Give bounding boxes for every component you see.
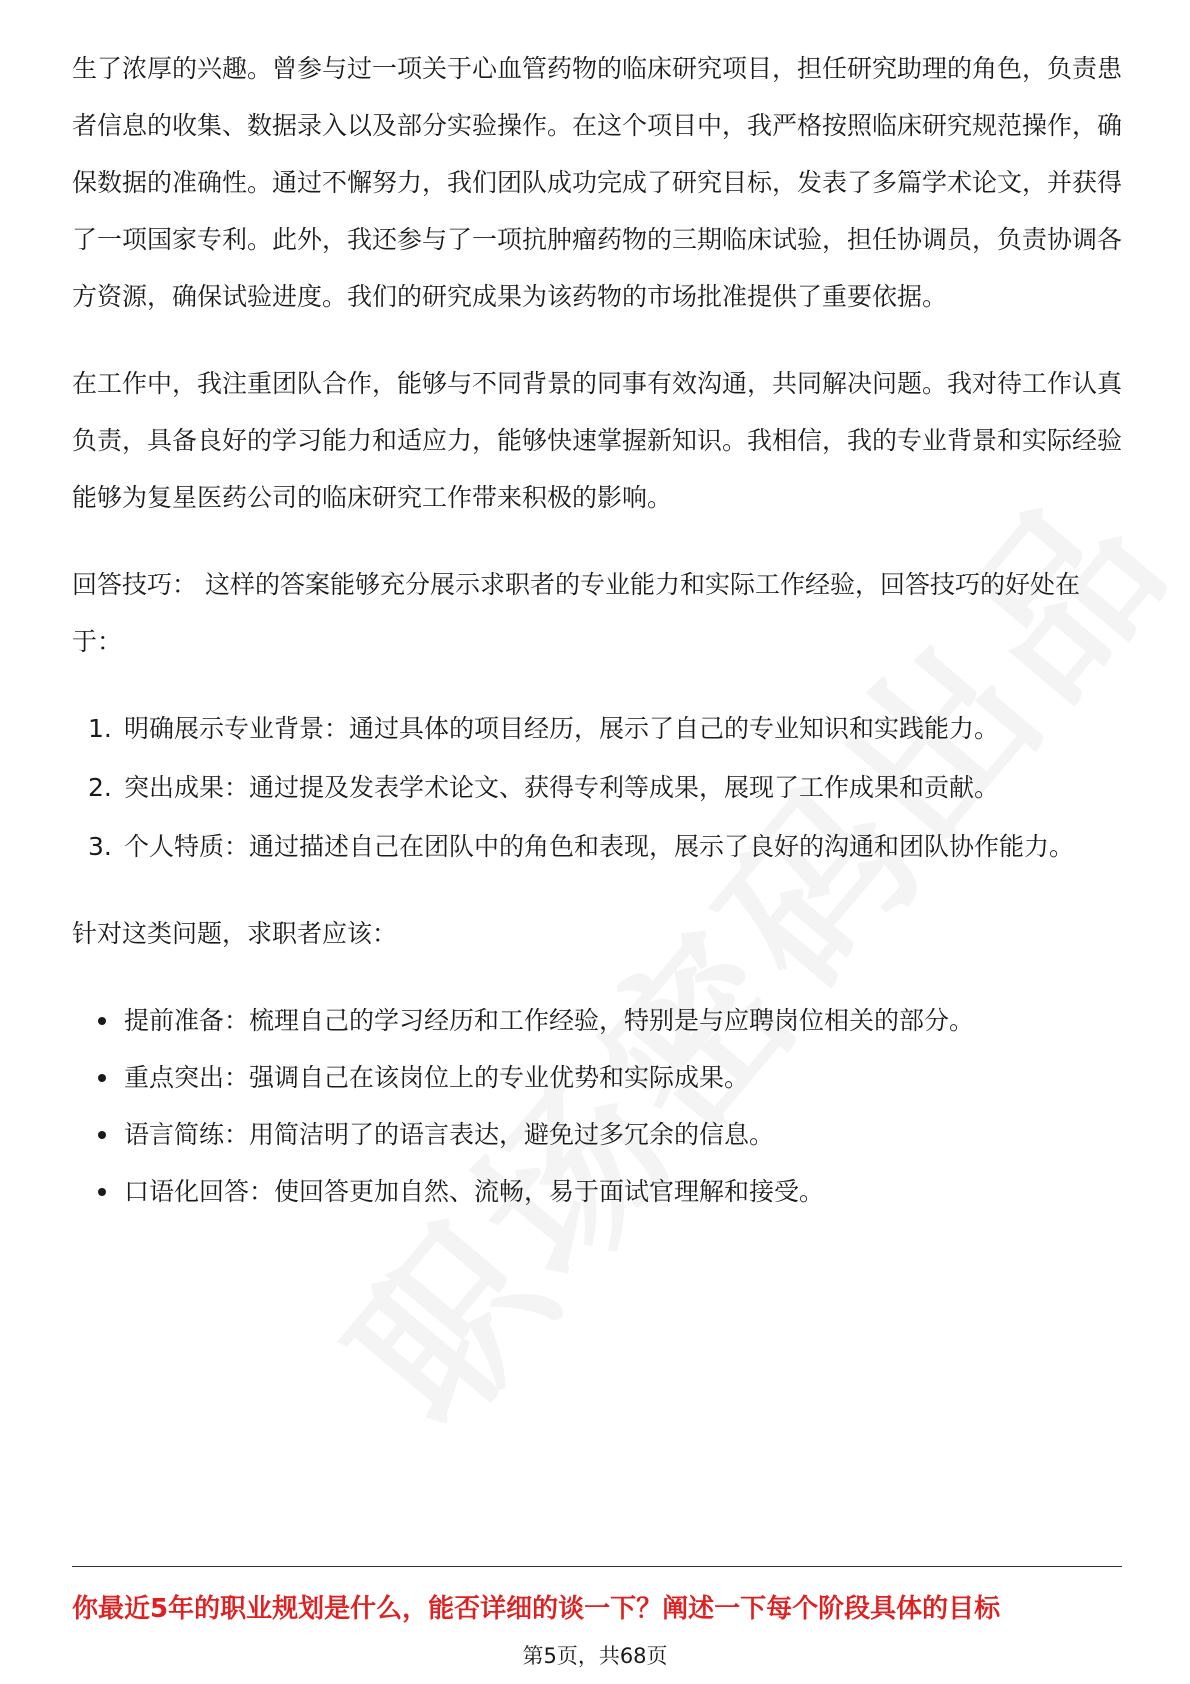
list-item-text: 语言简练：用简洁明了的语言表达，避免过多冗余的信息。 [124,1120,775,1149]
next-question-heading: 你最近5年的职业规划是什么，能否详细的谈一下？阐述一下每个阶段具体的目标 [72,1594,1001,1624]
paragraph-candidate-should: 针对这类问题，求职者应该： [72,919,398,948]
list-item-number: 1. [88,714,112,743]
list-item [72,1106,1122,1163]
list-item [72,818,1122,875]
paragraph-answer-tips: 回答技巧： 这样的答案能够充分展示求职者的专业能力和实际工作经验，回答技巧的好处在于： [72,570,1080,656]
list-item-number: 3. [88,832,112,861]
advice-bullet-list [72,992,1122,1220]
footer-divider [72,1566,1122,1567]
paragraph-teamwork: 在工作中，我注重团队合作，能够与不同背景的同事有效沟通，共同解决问题。我对待工作认真负责，具备良好的学习能力和适应力，能够快速掌握新知识。我相信，我的专业背景和实际经验能够为复星医药公司的临床研究工作带来积极的影响。 [72,369,1123,512]
bullet-icon [98,1131,106,1139]
page-number: 第5页，共68页 [522,1644,668,1668]
tips-numbered-list [72,700,1122,875]
main-content [72,40,1122,1220]
paragraph-experience: 生了浓厚的兴趣。曾参与过一项关于心血管药物的临床研究项目，担任研究助理的角色，负责患者信息的收集、数据录入以及部分实验操作。在这个项目中，我严格按照临床研究规范操作，确保数据的准确性。通过不懈努力，我们团队成功完成了研究目标，发表了多篇学术论文，并获得了一项国家专利。此外，我还参与了一项抗肿瘤药物的三期临床试验，担任协调员，负责协调各方资源，确保试验进度。我们的研究成果为该药物的市场批准提供了重要依据。 [72,54,1123,311]
list-item [72,1049,1122,1106]
bullet-icon [98,1188,106,1196]
list-item-text: 个人特质：通过描述自己在团队中的角色和表现，展示了良好的沟通和团队协作能力。 [124,832,1075,861]
bullet-icon [98,1017,106,1025]
list-item [72,700,1122,757]
list-item-text: 突出成果：通过提及发表学术论文、获得专利等成果，展现了工作成果和贡献。 [124,773,1000,802]
list-item [72,759,1122,816]
bullet-icon [98,1074,106,1082]
list-item [72,1163,1122,1220]
list-item [72,992,1122,1049]
list-item-number: 2. [88,773,112,802]
list-item-text: 提前准备：梳理自己的学习经历和工作经验，特别是与应聘岗位相关的部分。 [124,1006,975,1035]
list-item-text: 重点突出：强调自己在该岗位上的专业优势和实际成果。 [124,1063,750,1092]
list-item-text: 口语化回答：使回答更加自然、流畅，易于面试官理解和接受。 [124,1177,825,1206]
list-item-text: 明确展示专业背景：通过具体的项目经历，展示了自己的专业知识和实践能力。 [124,714,1000,743]
